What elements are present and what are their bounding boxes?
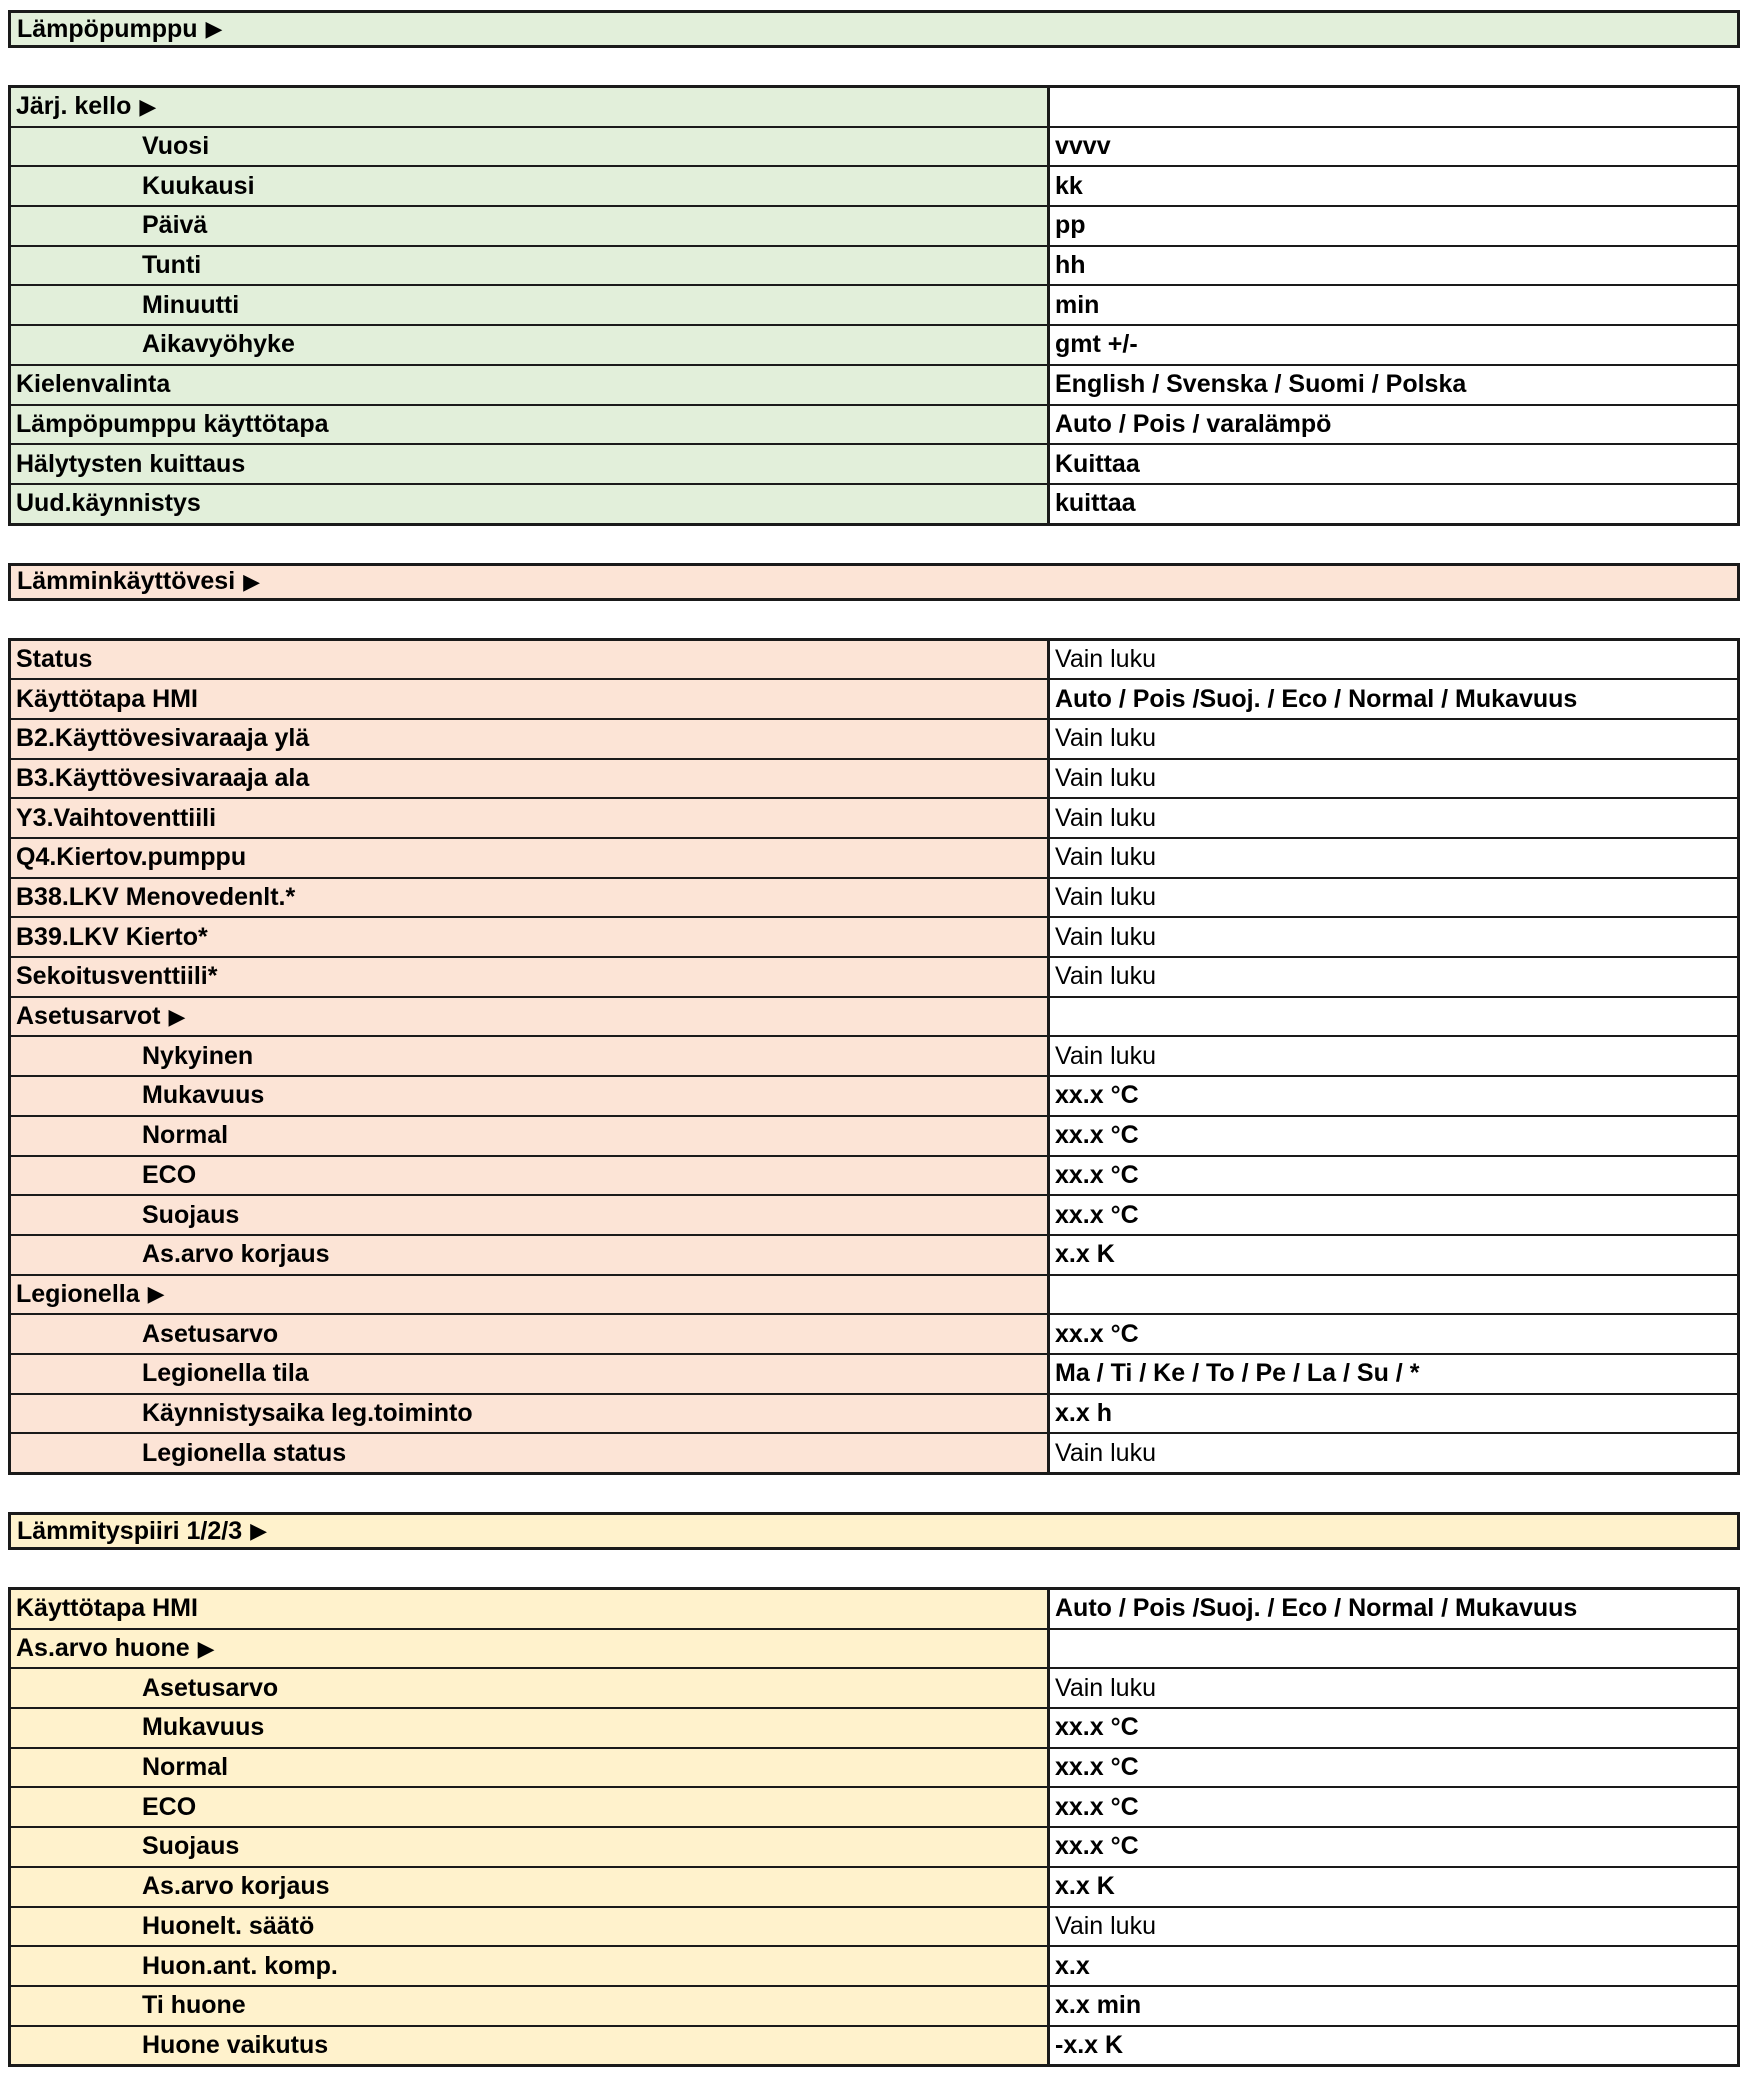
row-label-text: Tunti: [142, 251, 202, 280]
row-label: [11, 1669, 1050, 1707]
row-label-text: Nykyinen: [142, 1041, 254, 1070]
row-value: Vain luku: [1050, 839, 1737, 877]
table-row[interactable]: [11, 1987, 1737, 2027]
row-label-text: Päivä: [142, 211, 208, 240]
table-row[interactable]: [11, 680, 1737, 720]
row-label-text: As.arvo huone: [16, 1634, 190, 1663]
row-label: [11, 641, 1050, 679]
row-value: Vain luku: [1050, 1434, 1737, 1472]
table-row[interactable]: [11, 1196, 1737, 1236]
row-value: Vain luku: [1050, 1908, 1737, 1946]
row-label-text: As.arvo korjaus: [142, 1872, 330, 1901]
table-row[interactable]: [11, 998, 1737, 1038]
triangle-right-icon: ▶: [147, 1281, 165, 1307]
row-label-text: B3.Käyttövesivaraaja ala: [16, 763, 310, 792]
section-header[interactable]: [8, 10, 1740, 48]
row-value: kuittaa: [1050, 485, 1737, 523]
row-label: [11, 918, 1050, 956]
triangle-right-icon: ▶: [243, 568, 261, 594]
row-label: [11, 1908, 1050, 1946]
row-value: gmt +/-: [1050, 326, 1737, 364]
section-title: Lämminkäyttövesi: [17, 567, 236, 596]
row-label-text: Legionella status: [142, 1438, 347, 1467]
table-row[interactable]: [11, 1276, 1737, 1316]
row-value: xx.x °C: [1050, 1788, 1737, 1826]
row-label-text: Huone vaikutus: [142, 2030, 329, 2059]
row-label: [11, 1117, 1050, 1155]
row-value: pp: [1050, 207, 1737, 245]
row-value: xx.x °C: [1050, 1315, 1737, 1353]
row-value: Vain luku: [1050, 958, 1737, 996]
table-row[interactable]: [11, 286, 1737, 326]
row-value: x.x K: [1050, 1236, 1737, 1274]
row-value: Vain luku: [1050, 641, 1737, 679]
triangle-right-icon: ▶: [250, 1518, 268, 1543]
row-label: [11, 286, 1050, 324]
row-label-text: Aikavyöhyke: [142, 330, 295, 359]
table-row[interactable]: [11, 326, 1737, 366]
row-value: Vain luku: [1050, 879, 1737, 917]
row-label: [11, 1395, 1050, 1433]
table-row[interactable]: [11, 1749, 1737, 1789]
row-label-text: B38.LKV Menovedenlt.*: [16, 883, 296, 912]
triangle-right-icon: ▶: [197, 1635, 215, 1661]
row-value: hh: [1050, 247, 1737, 285]
row-value: Auto / Pois /Suoj. / Eco / Normal / Mukavuus: [1050, 1590, 1737, 1628]
row-label-text: Suojaus: [142, 1832, 240, 1861]
row-label: [11, 1788, 1050, 1826]
table-row[interactable]: [11, 207, 1737, 247]
row-label-text: Minuutti: [142, 290, 240, 319]
row-value: Auto / Pois / varalämpö: [1050, 406, 1737, 444]
table-row[interactable]: [11, 879, 1737, 919]
row-value: Kuittaa: [1050, 445, 1737, 483]
table-row[interactable]: [11, 641, 1737, 681]
section-header[interactable]: [8, 563, 1740, 601]
row-label-text: As.arvo korjaus: [142, 1240, 330, 1269]
row-label-text: Mukavuus: [142, 1713, 265, 1742]
row-label-text: Legionella: [16, 1279, 140, 1308]
row-label: [11, 326, 1050, 364]
row-label-text: Asetusarvo: [142, 1673, 279, 1702]
row-label-text: Asetusarvot: [16, 1002, 161, 1031]
row-value: xx.x °C: [1050, 1749, 1737, 1787]
table-row[interactable]: [11, 88, 1737, 128]
row-value: xx.x °C: [1050, 1709, 1737, 1747]
settings-table: [8, 1587, 1740, 2067]
row-label-text: Hälytysten kuittaus: [16, 449, 246, 478]
row-value: Vain luku: [1050, 720, 1737, 758]
row-label-text: Käyttötapa HMI: [16, 684, 198, 713]
row-label: [11, 799, 1050, 837]
row-label: [11, 839, 1050, 877]
row-label: [11, 1355, 1050, 1393]
row-label: [11, 1749, 1050, 1787]
row-label-text: Normal: [142, 1121, 229, 1150]
row-label: [11, 1868, 1050, 1906]
row-value: [1050, 998, 1737, 1036]
row-label: [11, 128, 1050, 166]
row-value: Vain luku: [1050, 760, 1737, 798]
row-label-text: Mukavuus: [142, 1081, 265, 1110]
row-label: [11, 1196, 1050, 1234]
row-label-text: Vuosi: [142, 132, 210, 161]
row-value: Ma / Ti / Ke / To / Pe / La / Su / *: [1050, 1355, 1737, 1393]
row-label-text: Asetusarvo: [142, 1319, 279, 1348]
row-label: [11, 958, 1050, 996]
table-row[interactable]: [11, 760, 1737, 800]
row-label-text: ECO: [142, 1160, 197, 1189]
table-row[interactable]: [11, 1908, 1737, 1948]
row-value: Vain luku: [1050, 1037, 1737, 1075]
row-label: [11, 247, 1050, 285]
row-value: x.x h: [1050, 1395, 1737, 1433]
row-label-text: Kuukausi: [142, 171, 255, 200]
row-value: Vain luku: [1050, 799, 1737, 837]
row-label-text: Käynnistysaika leg.toiminto: [142, 1398, 473, 1427]
row-value: -x.x K: [1050, 2027, 1737, 2065]
row-label-text: Status: [16, 644, 93, 673]
table-row[interactable]: [11, 1669, 1737, 1709]
table-row[interactable]: [11, 1434, 1737, 1474]
row-label: [11, 1590, 1050, 1628]
table-row[interactable]: [11, 2027, 1737, 2067]
row-label: [11, 207, 1050, 245]
row-label-text: ECO: [142, 1792, 197, 1821]
row-value: xx.x °C: [1050, 1196, 1737, 1234]
row-label: [11, 998, 1050, 1036]
row-value: Vain luku: [1050, 1669, 1737, 1707]
row-value: xx.x °C: [1050, 1828, 1737, 1866]
row-label: [11, 366, 1050, 404]
row-label-text: Kielenvalinta: [16, 370, 171, 399]
row-value: xx.x °C: [1050, 1117, 1737, 1155]
row-label: [11, 406, 1050, 444]
row-label-text: Ti huone: [142, 1991, 246, 2020]
section-title: Lämmityspiiri 1/2/3: [17, 1516, 243, 1545]
row-label: [11, 1037, 1050, 1075]
row-label: [11, 1709, 1050, 1747]
table-row[interactable]: [11, 720, 1737, 760]
row-label-text: B39.LKV Kierto*: [16, 922, 208, 951]
settings-table: [8, 85, 1740, 526]
row-label-text: Normal: [142, 1753, 229, 1782]
table-row[interactable]: [11, 247, 1737, 287]
table-row[interactable]: [11, 1117, 1737, 1157]
row-label: [11, 167, 1050, 205]
row-label: [11, 1077, 1050, 1115]
row-label: [11, 1828, 1050, 1866]
table-row[interactable]: [11, 167, 1737, 207]
row-value: [1050, 1630, 1737, 1668]
row-label: [11, 1947, 1050, 1985]
table-row[interactable]: [11, 1395, 1737, 1435]
row-value: Auto / Pois /Suoj. / Eco / Normal / Mukavuus: [1050, 680, 1737, 718]
table-row[interactable]: [11, 1788, 1737, 1828]
row-value: [1050, 88, 1737, 126]
table-row[interactable]: [11, 128, 1737, 168]
row-label-text: Lämpöpumppu käyttötapa: [16, 409, 329, 438]
row-label: [11, 1315, 1050, 1353]
row-label-text: Huon.ant. komp.: [142, 1951, 338, 1980]
row-label: [11, 1276, 1050, 1314]
table-row[interactable]: [11, 1157, 1737, 1197]
row-value: xx.x °C: [1050, 1157, 1737, 1195]
row-label: [11, 720, 1050, 758]
row-label-text: Legionella tila: [142, 1359, 309, 1388]
row-value: x.x K: [1050, 1868, 1737, 1906]
table-row[interactable]: [11, 1828, 1737, 1868]
row-value: x.x min: [1050, 1987, 1737, 2025]
table-row[interactable]: [11, 1355, 1737, 1395]
table-row[interactable]: [11, 1630, 1737, 1670]
row-value: kk: [1050, 167, 1737, 205]
row-label: [11, 445, 1050, 483]
row-label-text: Käyttötapa HMI: [16, 1594, 198, 1623]
table-row[interactable]: [11, 485, 1737, 525]
row-label-text: Suojaus: [142, 1200, 240, 1229]
row-label: [11, 879, 1050, 917]
settings-table: [8, 638, 1740, 1475]
row-label: [11, 1987, 1050, 2025]
table-row[interactable]: [11, 1077, 1737, 1117]
table-row[interactable]: [11, 918, 1737, 958]
row-label-text: Y3.Vaihtoventtiili: [16, 803, 217, 832]
row-value: English / Svenska / Suomi / Polska: [1050, 366, 1737, 404]
table-row[interactable]: [11, 445, 1737, 485]
row-label: [11, 1236, 1050, 1274]
row-value: vvvv: [1050, 128, 1737, 166]
table-row[interactable]: [11, 1947, 1737, 1987]
table-row[interactable]: [11, 1236, 1737, 1276]
triangle-right-icon: ▶: [139, 93, 157, 119]
table-row[interactable]: [11, 839, 1737, 879]
row-label-text: B2.Käyttövesivaraaja ylä: [16, 724, 310, 753]
table-row[interactable]: [11, 799, 1737, 839]
row-label: [11, 760, 1050, 798]
table-row[interactable]: [11, 1709, 1737, 1749]
table-row[interactable]: [11, 406, 1737, 446]
row-label: [11, 1434, 1050, 1472]
section-title: Lämpöpumppu: [17, 14, 198, 43]
row-value: x.x: [1050, 1947, 1737, 1985]
row-label-text: Sekoitusventtiili*: [16, 962, 218, 991]
row-label: [11, 2027, 1050, 2065]
table-row[interactable]: [11, 366, 1737, 406]
table-row[interactable]: [11, 1590, 1737, 1630]
settings-sheet: [8, 10, 1740, 2067]
row-label: [11, 1630, 1050, 1668]
row-label-text: Huonelt. säätö: [142, 1911, 315, 1940]
table-row[interactable]: [11, 958, 1737, 998]
row-label: [11, 1157, 1050, 1195]
table-row[interactable]: [11, 1315, 1737, 1355]
row-label-text: Järj. kello: [16, 92, 132, 121]
triangle-right-icon: ▶: [205, 16, 223, 41]
row-label-text: Uud.käynnistys: [16, 489, 201, 518]
row-value: xx.x °C: [1050, 1077, 1737, 1115]
row-label-text: Q4.Kiertov.pumppu: [16, 843, 247, 872]
row-label: [11, 485, 1050, 523]
row-value: min: [1050, 286, 1737, 324]
section-header[interactable]: [8, 1512, 1740, 1550]
row-value: [1050, 1276, 1737, 1314]
table-row[interactable]: [11, 1037, 1737, 1077]
row-label: [11, 680, 1050, 718]
table-row[interactable]: [11, 1868, 1737, 1908]
row-label: [11, 88, 1050, 126]
triangle-right-icon: ▶: [168, 1003, 186, 1029]
row-value: Vain luku: [1050, 918, 1737, 956]
